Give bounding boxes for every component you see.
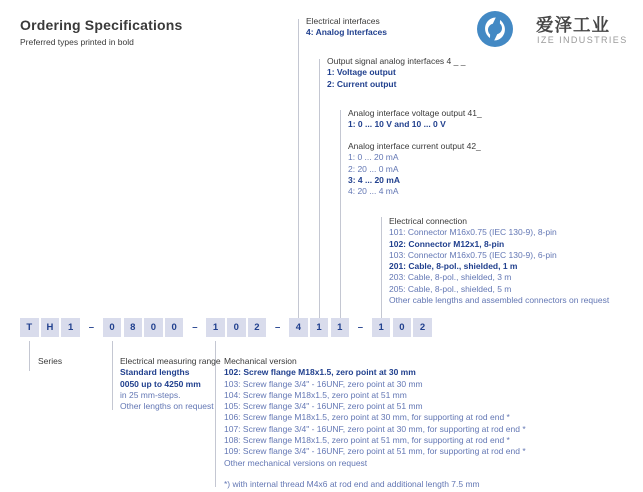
code-char-box: 1 bbox=[61, 318, 80, 337]
section-header: Analog interface current output 42_ bbox=[348, 141, 481, 151]
page-title: Ordering Specifications bbox=[20, 17, 183, 33]
option-item: 2: 20 ... 0 mA bbox=[348, 163, 399, 174]
code-char-box: 0 bbox=[103, 318, 122, 337]
code-char-box: 1 bbox=[372, 318, 391, 337]
option-item: Other cable lengths and assembled connectors on request bbox=[389, 295, 610, 306]
option-item: 103: Screw flange 3/4" - 16UNF, zero point at 30 mm bbox=[224, 378, 423, 389]
code-char-box: 2 bbox=[413, 318, 432, 337]
section-output-signal bbox=[327, 56, 465, 90]
logo bbox=[477, 11, 642, 55]
option-item: 1: 0 ... 20 mA bbox=[348, 152, 399, 163]
option-item: Standard lengths bbox=[120, 367, 190, 378]
code-char-box: 1 bbox=[206, 318, 225, 337]
code-char-box: 8 bbox=[124, 318, 143, 337]
section-header: Electrical interfaces bbox=[306, 16, 380, 26]
option-item: in 25 mm-steps. bbox=[120, 389, 181, 400]
section-header: Series bbox=[38, 356, 63, 366]
code-char-box: 1 bbox=[310, 318, 329, 337]
code-separator-dash: – bbox=[88, 322, 94, 333]
logo-chinese-name: 爱泽工业 bbox=[536, 15, 610, 35]
connector-line-analog-output bbox=[340, 110, 341, 318]
option-item: 203: Cable, 8-pol., shielded, 3 m bbox=[389, 272, 512, 283]
code-char-box: 0 bbox=[144, 318, 163, 337]
connector-line-series bbox=[29, 341, 30, 371]
option-item: Other lengths on request bbox=[120, 401, 214, 412]
code-char-box: T bbox=[20, 318, 39, 337]
connector-line-electrical-interfaces bbox=[298, 19, 299, 318]
code-char-box: H bbox=[41, 318, 60, 337]
option-item: 1: Voltage output bbox=[327, 67, 396, 78]
connector-line-measuring-range bbox=[112, 341, 113, 410]
section-analog-current bbox=[348, 141, 481, 197]
section-electrical-interfaces bbox=[306, 16, 387, 39]
option-item: 4: 20 ... 4 mA bbox=[348, 186, 399, 197]
option-item: 101: Connector M16x0.75 (IEC 130-9), 8-pin bbox=[389, 227, 557, 238]
code-char-box: 1 bbox=[331, 318, 350, 337]
section-mechanical-version bbox=[224, 356, 526, 469]
connector-line-electrical-connection bbox=[381, 217, 382, 318]
option-item: 107: Screw flange 3/4" - 16UNF, zero point at 30 mm, for supporting at rod end * bbox=[224, 423, 526, 434]
option-item: 4: Analog Interfaces bbox=[306, 27, 387, 38]
option-item: 103: Connector M16x0.75 (IEC 130-9), 6-pin bbox=[389, 249, 557, 260]
code-char-box: 0 bbox=[393, 318, 412, 337]
section-header: Mechanical version bbox=[224, 356, 297, 366]
option-item: 205: Cable, 8-pol., shielded, 5 m bbox=[389, 283, 512, 294]
code-char-box: 0 bbox=[227, 318, 246, 337]
option-item: 201: Cable, 8-pol., shielded, 1 m bbox=[389, 261, 518, 272]
footnote-text: *) with internal thread M4x6 at rod end and additional length 7.5 mm bbox=[224, 479, 480, 489]
section-header: Analog interface voltage output 41_ bbox=[348, 108, 482, 118]
code-char-box: 4 bbox=[289, 318, 308, 337]
code-char-box: 0 bbox=[165, 318, 184, 337]
code-separator-dash: – bbox=[274, 322, 281, 333]
option-item: 3: 4 ... 20 mA bbox=[348, 174, 400, 185]
code-char-box: 2 bbox=[248, 318, 267, 337]
section-series bbox=[38, 356, 62, 367]
code-separator-dash: – bbox=[357, 322, 364, 333]
option-item: 102: Screw flange M18x1.5, zero point at 30 mm bbox=[224, 367, 416, 378]
option-item: 1: 0 ... 10 V and 10 ... 0 V bbox=[348, 119, 446, 130]
option-item: 109: Screw flange 3/4" - 16UNF, zero point at 51 mm, for supporting at rod end * bbox=[224, 446, 526, 457]
code-separator-dash: – bbox=[192, 322, 198, 333]
ize-swirl-icon bbox=[477, 11, 513, 47]
section-header: Electrical connection bbox=[389, 216, 467, 226]
option-item: 108: Screw flange M18x1.5, zero point at 51 mm, for supporting at rod end * bbox=[224, 435, 510, 446]
section-header: Output signal analog interfaces 4 _ _ bbox=[327, 56, 466, 66]
option-item: 104: Screw flange M18x1.5, zero point at 51 mm bbox=[224, 389, 407, 400]
option-item: 106: Screw flange M18x1.5, zero point at 30 mm, for supporting at rod end * bbox=[224, 412, 510, 423]
mechanical-version-footnote bbox=[224, 479, 480, 490]
section-electrical-connection bbox=[389, 216, 609, 306]
logo-english-name: IZE INDUSTRIES bbox=[537, 35, 628, 45]
section-analog-voltage bbox=[348, 108, 482, 131]
option-item: 2: Current output bbox=[327, 78, 397, 89]
option-item: 105: Screw flange 3/4" - 16UNF, zero point at 51 mm bbox=[224, 401, 423, 412]
option-item: 0050 up to 4250 mm bbox=[120, 378, 201, 389]
section-header: Electrical measuring range bbox=[120, 356, 221, 366]
connector-line-output-signal bbox=[319, 59, 320, 318]
section-measuring-range bbox=[120, 356, 221, 412]
page-subtitle: Preferred types printed in bold bbox=[20, 37, 134, 47]
option-item: 102: Connector M12x1, 8-pin bbox=[389, 238, 505, 249]
option-item: Other mechanical versions on request bbox=[224, 457, 368, 468]
